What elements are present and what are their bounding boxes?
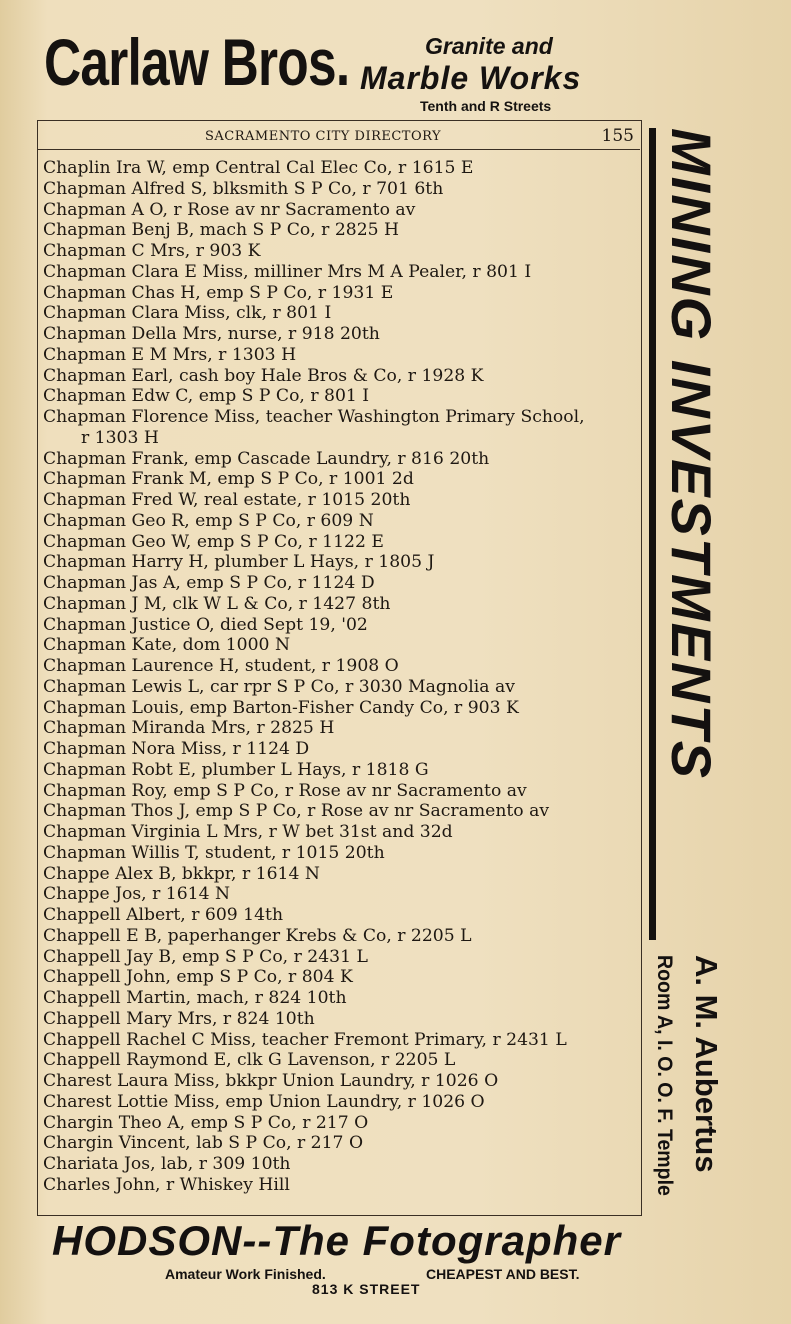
directory-entry: Chapman A O, r Rose av nr Sacramento av — [43, 199, 416, 220]
hodson-ad-cheapest: CHEAPEST AND BEST. — [426, 1266, 580, 1282]
directory-entry: Charest Lottie Miss, emp Union Laundry, r 1026 O — [43, 1091, 485, 1112]
directory-entry: Chapman Willis T, student, r 1015 20th — [43, 842, 385, 863]
directory-entry: Chapman E M Mrs, r 1303 H — [43, 344, 297, 365]
directory-entry: Chapman Miranda Mrs, r 2825 H — [43, 718, 335, 739]
ad-line-granite: Granite and — [425, 33, 553, 59]
directory-entry: r 1303 H — [81, 427, 159, 448]
directory-entry: Chappe Alex B, bkkpr, r 1614 N — [43, 863, 320, 884]
directory-entry: Chapman Chas H, emp S P Co, r 1931 E — [43, 282, 394, 303]
directory-entry: Chapman Edw C, emp S P Co, r 801 I — [43, 386, 370, 407]
side-ad-headline: MINING INVESTMENTS — [660, 128, 723, 781]
directory-entry: Chapman Clara Miss, clk, r 801 I — [43, 303, 332, 324]
carlaw-bros-advertisement — [0, 0, 791, 120]
directory-entry: Chapman Roy, emp S P Co, r Rose av nr Sacramento av — [43, 780, 527, 801]
hodson-ad-headline: HODSON--The Fotographer — [52, 1217, 621, 1264]
directory-entry: Chargin Vincent, lab S P Co, r 217 O — [43, 1133, 364, 1154]
directory-entry: Chappell Jay B, emp S P Co, r 2431 L — [43, 946, 368, 967]
hodson-ad-street: 813 K STREET — [312, 1281, 421, 1297]
directory-entry: Chappell Raymond E, clk G Lavenson, r 2205 L — [43, 1050, 456, 1071]
directory-entry: Charest Laura Miss, bkkpr Union Laundry, r 1026 O — [43, 1071, 499, 1091]
side-ad-address: Room A, I. O. O. F. Temple — [653, 955, 676, 1196]
directory-entry: Chapman Clara E Miss, milliner Mrs M A Pealer, r 801 I — [43, 261, 532, 282]
directory-entry: Chapman Laurence H, student, r 1908 O — [43, 656, 399, 676]
hodson-ad-amateur: Amateur Work Finished. — [165, 1266, 326, 1282]
ad-company-name: Carlaw Bros. — [44, 25, 350, 99]
directory-entry: Chapman Nora Miss, r 1124 D — [43, 739, 310, 759]
page-number: 155 — [601, 126, 634, 146]
directory-entry: Chargin Theo A, emp S P Co, r 217 O — [43, 1112, 369, 1133]
directory-entry: Chapman Frank, emp Cascade Laundry, r 816 20th — [43, 448, 490, 469]
directory-entry: Chapman Benj B, mach S P Co, r 2825 H — [43, 220, 400, 241]
directory-entry: Chaplin Ira W, emp Central Cal Elec Co, r 1615 E — [43, 158, 474, 178]
directory-entry: Chapman Robt E, plumber L Hays, r 1818 G — [43, 759, 429, 780]
ad-line-marble-works: Marble Works — [360, 60, 582, 96]
directory-entry: Chapman C Mrs, r 903 K — [43, 241, 261, 261]
directory-entry: Chapman Fred W, real estate, r 1015 20th — [43, 490, 411, 510]
directory-entry: Chapman Della Mrs, nurse, r 918 20th — [43, 324, 380, 344]
running-header — [37, 125, 640, 150]
directory-entry: Chapman Thos J, emp S P Co, r Rose av nr Sacramento av — [43, 801, 550, 822]
directory-entry: Chappell Mary Mrs, r 824 10th — [43, 1008, 315, 1029]
directory-title: SACRAMENTO CITY DIRECTORY — [205, 129, 442, 144]
directory-entry: Chapman Frank M, emp S P Co, r 1001 2d — [43, 469, 414, 490]
directory-entry: Chapman Lewis L, car rpr S P Co, r 3030 Magnolia av — [43, 676, 515, 697]
vertical-rule — [649, 128, 656, 940]
directory-entry: Chappell Martin, mach, r 824 10th — [43, 988, 347, 1008]
directory-entry: Chapman Geo R, emp S P Co, r 609 N — [43, 510, 374, 531]
directory-entry: Chapman Alfred S, blksmith S P Co, r 701 6th — [43, 178, 444, 199]
directory-entry: Chapman J M, clk W L & Co, r 1427 8th — [43, 593, 391, 614]
directory-entry: Chappell Rachel C Miss, teacher Fremont Primary, r 2431 L — [43, 1029, 567, 1050]
directory-entries — [43, 158, 641, 1196]
directory-entry: Chapman Florence Miss, teacher Washington Primary School, — [43, 407, 585, 427]
side-ad-name: A. M. Aubertus — [689, 955, 724, 1173]
directory-entry: Chapman Kate, dom 1000 N — [43, 635, 290, 656]
directory-entry: Chappell John, emp S P Co, r 804 K — [43, 967, 353, 988]
directory-entry: Chapman Louis, emp Barton-Fisher Candy Co, r 903 K — [43, 697, 519, 718]
directory-entry: Chapman Jas A, emp S P Co, r 1124 D — [43, 573, 375, 593]
directory-entry: Chapman Harry H, plumber L Hays, r 1805 J — [43, 552, 435, 573]
directory-entry: Chapman Earl, cash boy Hale Bros & Co, r 1928 K — [43, 365, 484, 386]
ad-address: Tenth and R Streets — [420, 98, 552, 114]
directory-entry: Chapman Justice O, died Sept 19, '02 — [43, 614, 368, 635]
directory-entry: Chapman Virginia L Mrs, r W bet 31st and 32d — [43, 822, 453, 842]
directory-entry: Chariata Jos, lab, r 309 10th — [43, 1154, 291, 1174]
directory-entry: Charles John, r Whiskey Hill — [43, 1174, 290, 1195]
directory-entry: Chapman Geo W, emp S P Co, r 1122 E — [43, 531, 384, 552]
directory-entry: Chappell Albert, r 609 14th — [43, 905, 284, 925]
directory-entry: Chappe Jos, r 1614 N — [43, 884, 231, 905]
directory-entry: Chappell E B, paperhanger Krebs & Co, r 2205 L — [43, 925, 472, 946]
